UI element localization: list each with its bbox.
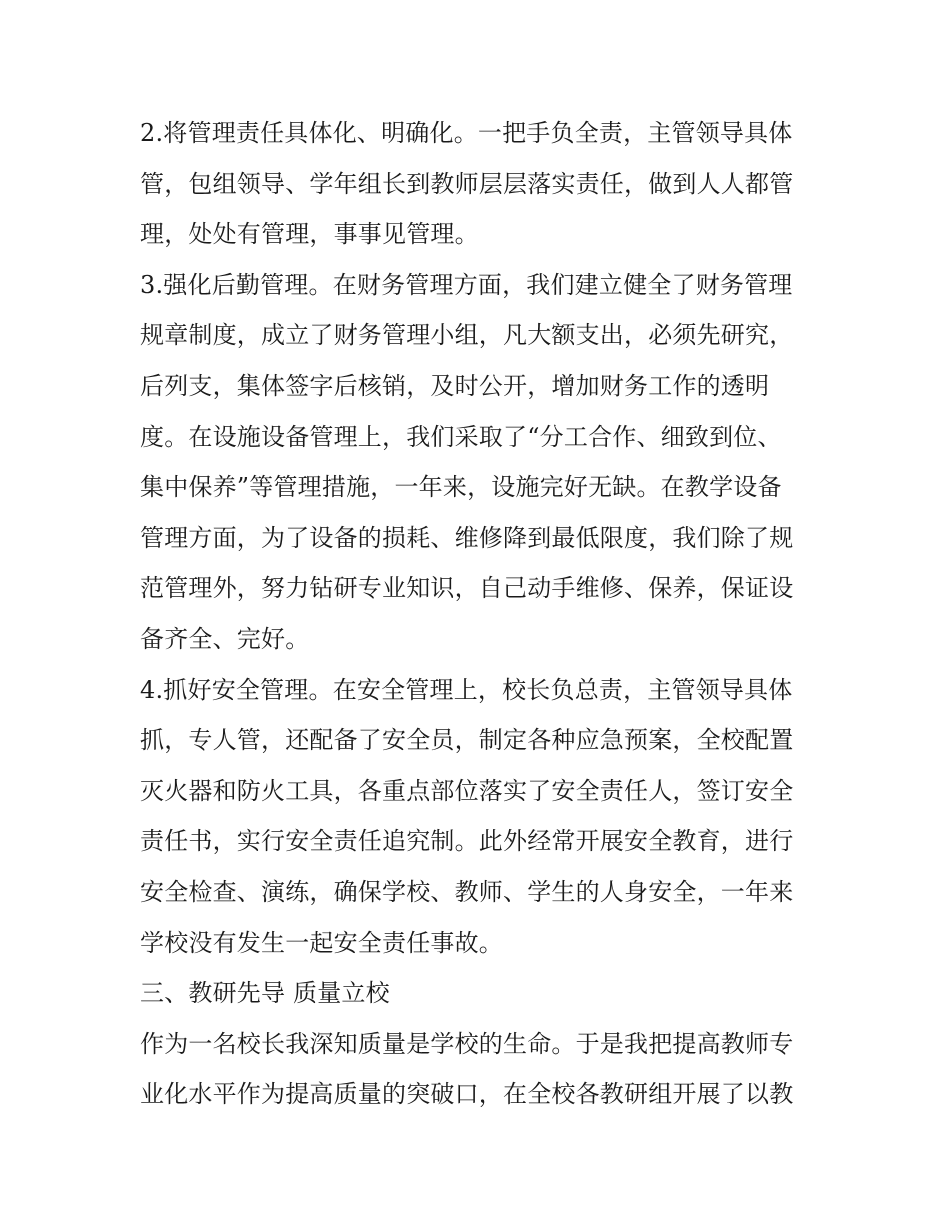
text-line: 度。在设施设备管理上，我们采取了“分工合作、细致到位、: [140, 422, 782, 451]
text-line: 管理方面，为了设备的损耗、维修降到最低限度，我们除了规: [140, 523, 794, 552]
text-line: 备齐全、完好。: [140, 624, 310, 653]
text-line: 规章制度，成立了财务管理小组，凡大额支出，必须先研究，: [140, 321, 794, 350]
text-line: 抓，专人管，还配备了安全员，制定各种应急预案，全校配置: [140, 726, 794, 755]
text-line: 作为一名校长我深知质量是学校的生命。于是我把提高教师专: [140, 1029, 794, 1058]
text-line: 3.强化后勤管理。在财务管理方面，我们建立健全了财务管理: [140, 270, 793, 299]
text-line: 安全检查、演练，确保学校、教师、学生的人身安全，一年来: [140, 877, 794, 906]
text-line: 业化水平作为提高质量的突破口，在全校各教研组开展了以教: [140, 1080, 794, 1109]
text-line: 后列支，集体签字后核销，及时公开，增加财务工作的透明: [140, 371, 770, 400]
section-heading: 三、教研先导 质量立校: [140, 979, 390, 1008]
text-line: 4.抓好安全管理。在安全管理上，校长负总责，主管领导具体: [140, 675, 793, 704]
text-line: 学校没有发生一起安全责任事故。: [140, 928, 503, 957]
document-body: [140, 108, 820, 1120]
text-line: 责任书，实行安全责任追究制。此外经常开展安全教育，进行: [140, 827, 794, 856]
text-line: 灭火器和防火工具，各重点部位落实了安全责任人，签订安全: [140, 776, 794, 805]
text-line: 范管理外，努力钻研专业知识，自己动手维修、保养，保证设: [140, 574, 794, 603]
text-line: 2.将管理责任具体化、明确化。一把手负全责，主管领导具体: [140, 119, 793, 147]
text-line: 管，包组领导、学年组长到教师层层落实责任，做到人人都管: [140, 169, 794, 198]
text-line: 集中保养”等管理措施，一年来，设施完好无缺。在教学设备: [140, 473, 782, 502]
text-line: 理，处处有管理，事事见管理。: [140, 220, 479, 249]
